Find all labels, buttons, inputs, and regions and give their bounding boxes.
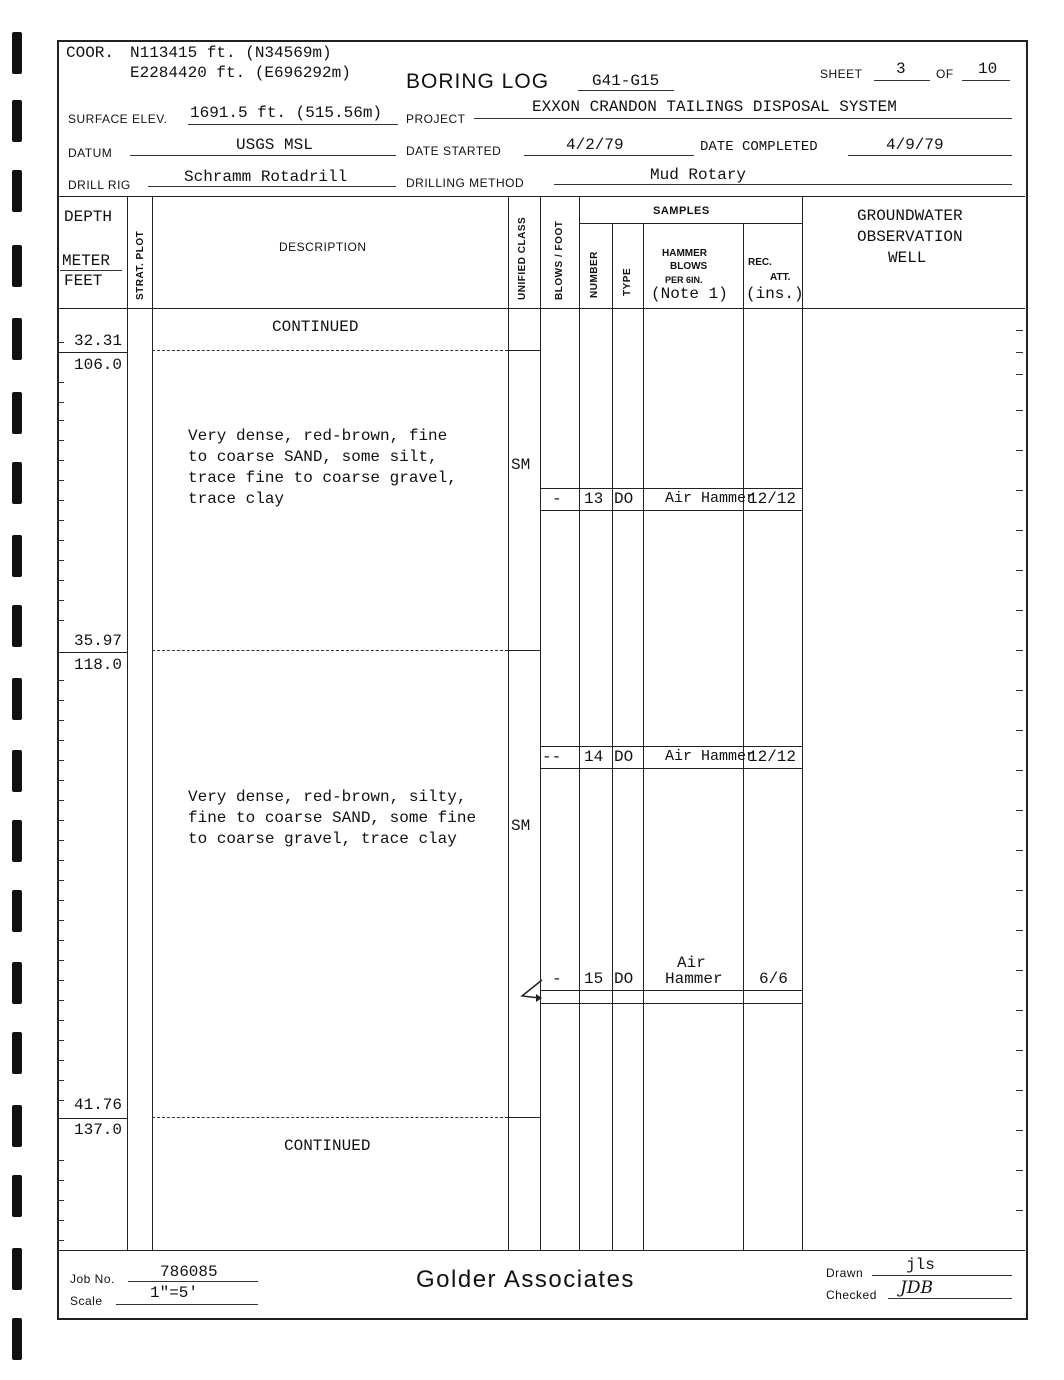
- scale-underline: [116, 1304, 258, 1305]
- datum-label: DATUM: [68, 146, 113, 160]
- drilling-method-underline: [554, 184, 1012, 185]
- grid-line: [127, 196, 128, 1250]
- meter-feet-divider: [60, 270, 122, 271]
- depth-divider: [57, 352, 127, 353]
- binder-hole: [12, 820, 22, 862]
- sample-row-top: [540, 990, 802, 991]
- meter-header: METER: [62, 252, 111, 270]
- project-underline: [474, 118, 1012, 119]
- grid-line: [57, 308, 1025, 309]
- layer-2-description: Very dense, red-brown, silty, fine to coarse SAND, some fine to coarse gravel, trace clay: [188, 788, 477, 848]
- binder-hole: [12, 392, 22, 434]
- binder-hole: [12, 462, 22, 504]
- binder-hole: [12, 100, 22, 142]
- sample-14-type: DO: [614, 748, 634, 766]
- hammer-header-1: HAMMER: [662, 248, 707, 259]
- drawn-underline: [872, 1275, 1012, 1276]
- layer-1-class: SM: [511, 456, 531, 474]
- datum-underline: [130, 155, 396, 156]
- grid-line: [643, 223, 644, 1250]
- binder-hole: [12, 1105, 22, 1147]
- binder-hole: [12, 245, 22, 287]
- number-header: NUMBER: [589, 251, 600, 298]
- depth-divider: [57, 652, 127, 653]
- continued-bottom: CONTINUED: [284, 1137, 371, 1155]
- binder-hole: [12, 962, 22, 1004]
- sample-14-rec: 12/12: [748, 748, 797, 766]
- date-started: 4/2/79: [566, 136, 624, 154]
- binder-hole: [12, 32, 22, 74]
- date-started-label: DATE STARTED: [406, 144, 502, 158]
- checked-underline: [888, 1298, 1012, 1299]
- binder-hole: [12, 678, 22, 720]
- depth-header: DEPTH: [64, 208, 113, 226]
- layer-boundary: [152, 350, 508, 351]
- scale: 1"=5': [150, 1284, 199, 1302]
- of-label: OF: [936, 67, 954, 81]
- sample-15-rec: 6/6: [759, 970, 788, 988]
- drill-rig-underline: [148, 186, 396, 187]
- scale-label: Scale: [70, 1294, 103, 1308]
- drawn-label: Drawn: [826, 1266, 864, 1280]
- surface-elev: 1691.5 ft. (515.56m): [190, 104, 383, 122]
- coor-label: COOR.: [66, 44, 115, 62]
- binder-hole: [12, 890, 22, 932]
- project-label: PROJECT: [406, 112, 466, 126]
- datum-value: USGS MSL: [236, 136, 313, 154]
- sample-15-blows: -: [552, 970, 562, 988]
- date-completed-underline: [848, 155, 1012, 156]
- binder-hole: [12, 1175, 22, 1217]
- depth-divider: [57, 1118, 127, 1119]
- type-header: TYPE: [622, 267, 633, 296]
- strat-plot-header: STRAT. PLOT: [135, 230, 146, 300]
- sample-13-blows: -: [552, 490, 562, 508]
- coor-north: N113415 ft. (N34569m): [130, 44, 332, 62]
- sample-15-hammer-2: Hammer: [665, 970, 723, 988]
- drill-rig-label: DRILL RIG: [68, 178, 131, 192]
- hammer-note: (Note 1): [651, 285, 728, 303]
- layer-boundary: [152, 650, 508, 651]
- unified-class-header: UNIFIED CLASS: [517, 216, 528, 300]
- sample-row-bottom: [540, 768, 802, 769]
- sample-14-blows: --: [542, 748, 562, 766]
- date-completed: 4/9/79: [886, 136, 944, 154]
- surface-elev-label: SURFACE ELEV.: [68, 112, 168, 126]
- surface-elev-underline: [188, 124, 398, 125]
- depth-feet-1: 106.0: [74, 356, 123, 374]
- boring-id: G41-G15: [592, 72, 660, 90]
- boring-id-underline: [578, 90, 674, 91]
- binder-hole: [12, 1032, 22, 1074]
- drawn-by: jls: [906, 1256, 935, 1274]
- depth-meter-3: 41.76: [74, 1096, 123, 1114]
- rec-units: (ins.): [746, 285, 804, 303]
- sample-13-rec: 12/12: [748, 490, 797, 508]
- job-no-underline: [128, 1281, 258, 1282]
- layer-2-class: SM: [511, 817, 531, 835]
- sample-row-bottom: [540, 1003, 802, 1004]
- sheet-underline: [874, 80, 930, 81]
- sheet-total-underline: [962, 80, 1010, 81]
- binder-hole: [12, 170, 22, 212]
- binder-hole: [12, 318, 22, 360]
- binder-hole: [12, 535, 22, 577]
- groundwater-header-3: WELL: [888, 249, 927, 267]
- groundwater-arrow-icon: [518, 978, 544, 1004]
- grid-line: [152, 196, 153, 1250]
- groundwater-header-1: GROUNDWATER: [857, 207, 963, 225]
- checked-label: Checked: [826, 1288, 877, 1302]
- groundwater-header-2: OBSERVATION: [857, 228, 963, 246]
- company-name: Golder Associates: [416, 1266, 635, 1293]
- sample-15-type: DO: [614, 970, 634, 988]
- drilling-method-label: DRILLING METHOD: [406, 176, 525, 190]
- date-completed-label: DATE COMPLETED: [700, 139, 818, 155]
- layer-boundary: [508, 350, 540, 351]
- depth-feet-2: 118.0: [74, 656, 123, 674]
- sample-15-number: 15: [584, 970, 604, 988]
- coor-east: E2284420 ft. (E696292m): [130, 64, 351, 82]
- sample-row-bottom: [540, 510, 802, 511]
- sample-13-hammer: Air Hammer: [665, 490, 756, 507]
- sample-13-number: 13: [584, 490, 604, 508]
- feet-header: FEET: [64, 272, 103, 290]
- depth-meter-2: 35.97: [74, 632, 123, 650]
- grid-line: [508, 196, 509, 1250]
- grid-line: [743, 223, 744, 1250]
- checked-by: JDB: [900, 1278, 933, 1298]
- rec-header-2: ATT.: [770, 272, 791, 283]
- grid-line: [612, 223, 613, 1250]
- sample-15-hammer-1: Air: [677, 954, 706, 972]
- sample-14-number: 14: [584, 748, 604, 766]
- sample-13-type: DO: [614, 490, 634, 508]
- binder-hole: [12, 1248, 22, 1290]
- binder-hole: [12, 605, 22, 647]
- drilling-method: Mud Rotary: [650, 166, 747, 184]
- job-no: 786085: [160, 1263, 218, 1281]
- binder-hole: [12, 750, 22, 792]
- blows-foot-header: BLOWS / FOOT: [554, 220, 565, 300]
- layer-boundary: [508, 1117, 540, 1118]
- sheet-total: 10: [978, 60, 998, 78]
- date-started-underline: [524, 155, 694, 156]
- samples-header: SAMPLES: [653, 205, 710, 217]
- binder-hole: [12, 1318, 22, 1360]
- continued-top: CONTINUED: [272, 318, 359, 336]
- project-name: EXXON CRANDON TAILINGS DISPOSAL SYSTEM: [532, 98, 897, 116]
- sample-row-top: [540, 488, 802, 489]
- sample-14-hammer: Air Hammer: [665, 748, 756, 765]
- sheet-label: SHEET: [820, 67, 863, 81]
- grid-line: [802, 196, 803, 1250]
- layer-boundary: [152, 1117, 508, 1118]
- depth-feet-3: 137.0: [74, 1121, 123, 1139]
- hammer-header-3: PER 6IN.: [665, 275, 703, 285]
- grid-line: [540, 196, 541, 1250]
- page-title: BORING LOG: [406, 70, 550, 93]
- grid-line: [57, 1250, 1025, 1251]
- rec-header-1: REC.: [748, 257, 772, 268]
- depth-meter-1: 32.31: [74, 332, 123, 350]
- layer-1-description: Very dense, red-brown, fine to coarse SAND, some silt, trace fine to coarse gravel, trace clay: [188, 427, 457, 508]
- job-no-label: Job No.: [70, 1272, 115, 1286]
- drill-rig: Schramm Rotadrill: [184, 168, 348, 186]
- layer-boundary: [508, 650, 540, 651]
- hammer-header-2: BLOWS: [670, 261, 708, 272]
- grid-line: [57, 196, 1025, 197]
- grid-line: [579, 196, 580, 1250]
- description-header: DESCRIPTION: [279, 240, 367, 254]
- sheet-number: 3: [896, 60, 906, 78]
- sample-row-top: [540, 746, 802, 747]
